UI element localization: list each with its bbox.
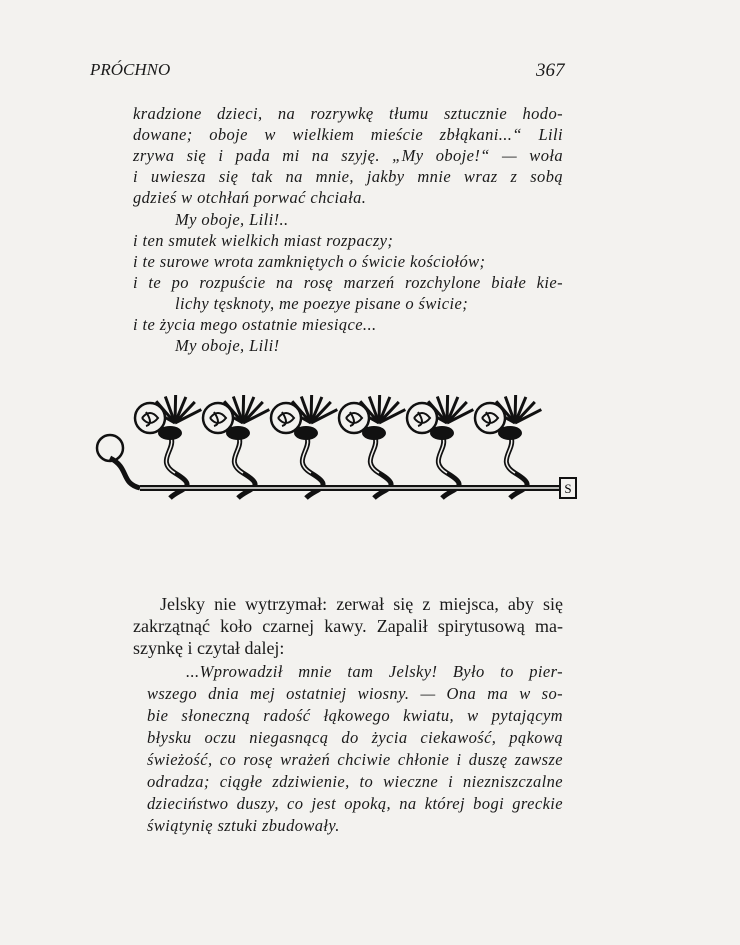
text-line: bie słoneczną radość łąkowego kwiatu, w pytającym xyxy=(147,706,563,725)
running-head: PRÓCHNO xyxy=(90,60,171,79)
text-line: ...Wprowadził mnie tam Jelsky! Było to pier- xyxy=(186,662,563,681)
text-line: świątynię sztuki zbudowały. xyxy=(147,816,340,835)
text-line: dowane; oboje w wielkiem mieście zbłąkani...“ Lili xyxy=(133,125,563,144)
text-line: kradzione dzieci, na rozrywkę tłumu sztucznie hodo- xyxy=(133,104,563,123)
verse-line: i ten smutek wielkich miast rozpaczy; xyxy=(133,231,394,250)
text-line: odradza; ciągłe zdziwienie, to wieczne i niezniszczalne xyxy=(147,772,563,791)
verse-line: My oboje, Lili!.. xyxy=(175,210,289,229)
verse-line: i te surowe wrota zamkniętych o świcie kościołów; xyxy=(133,252,486,271)
prose-line: Jelsky nie wytrzymał: zerwał się z miejsca, aby się xyxy=(160,594,563,614)
text-line: gdzieś w otchłań porwać chciała. xyxy=(133,188,367,207)
text-line: dzieciństwo duszy, co jest opoką, na której bogi greckie xyxy=(147,794,563,813)
prose-line: zakrzątnąć koło czarnej kawy. Zapalił spirytusową ma- xyxy=(133,616,563,636)
text-line: błysku oczu niegasnącą do życia ciekawość, pąkową xyxy=(147,728,563,747)
text-line: wszego dnia mej ostatniej wiosny. — Ona ma w so- xyxy=(147,684,563,703)
text-line: zrywa się i pada mi na szyję. „My oboje!“ — woła xyxy=(133,146,563,165)
text-line: i uwiesza się tak na mnie, jakby mnie wraz z sobą xyxy=(133,167,563,186)
text-line: świeżość, co rosę wrażeń chciwie chłonie i duszę zawsze xyxy=(147,750,563,769)
rose-ornament xyxy=(90,388,590,508)
verse-line: i te życia mego ostatnie miesiące... xyxy=(133,315,377,334)
verse-line: My oboje, Lili! xyxy=(175,336,280,355)
svg-text:S: S xyxy=(564,481,572,496)
verse-line: i te po rozpuście na rosę marzeń rozchylone białe kie- xyxy=(133,273,563,292)
page-number: 367 xyxy=(536,60,565,81)
verse-line: lichy tęsknoty, me poezye pisane o świcie; xyxy=(175,294,469,313)
prose-line: szynkę i czytał dalej: xyxy=(133,638,285,658)
